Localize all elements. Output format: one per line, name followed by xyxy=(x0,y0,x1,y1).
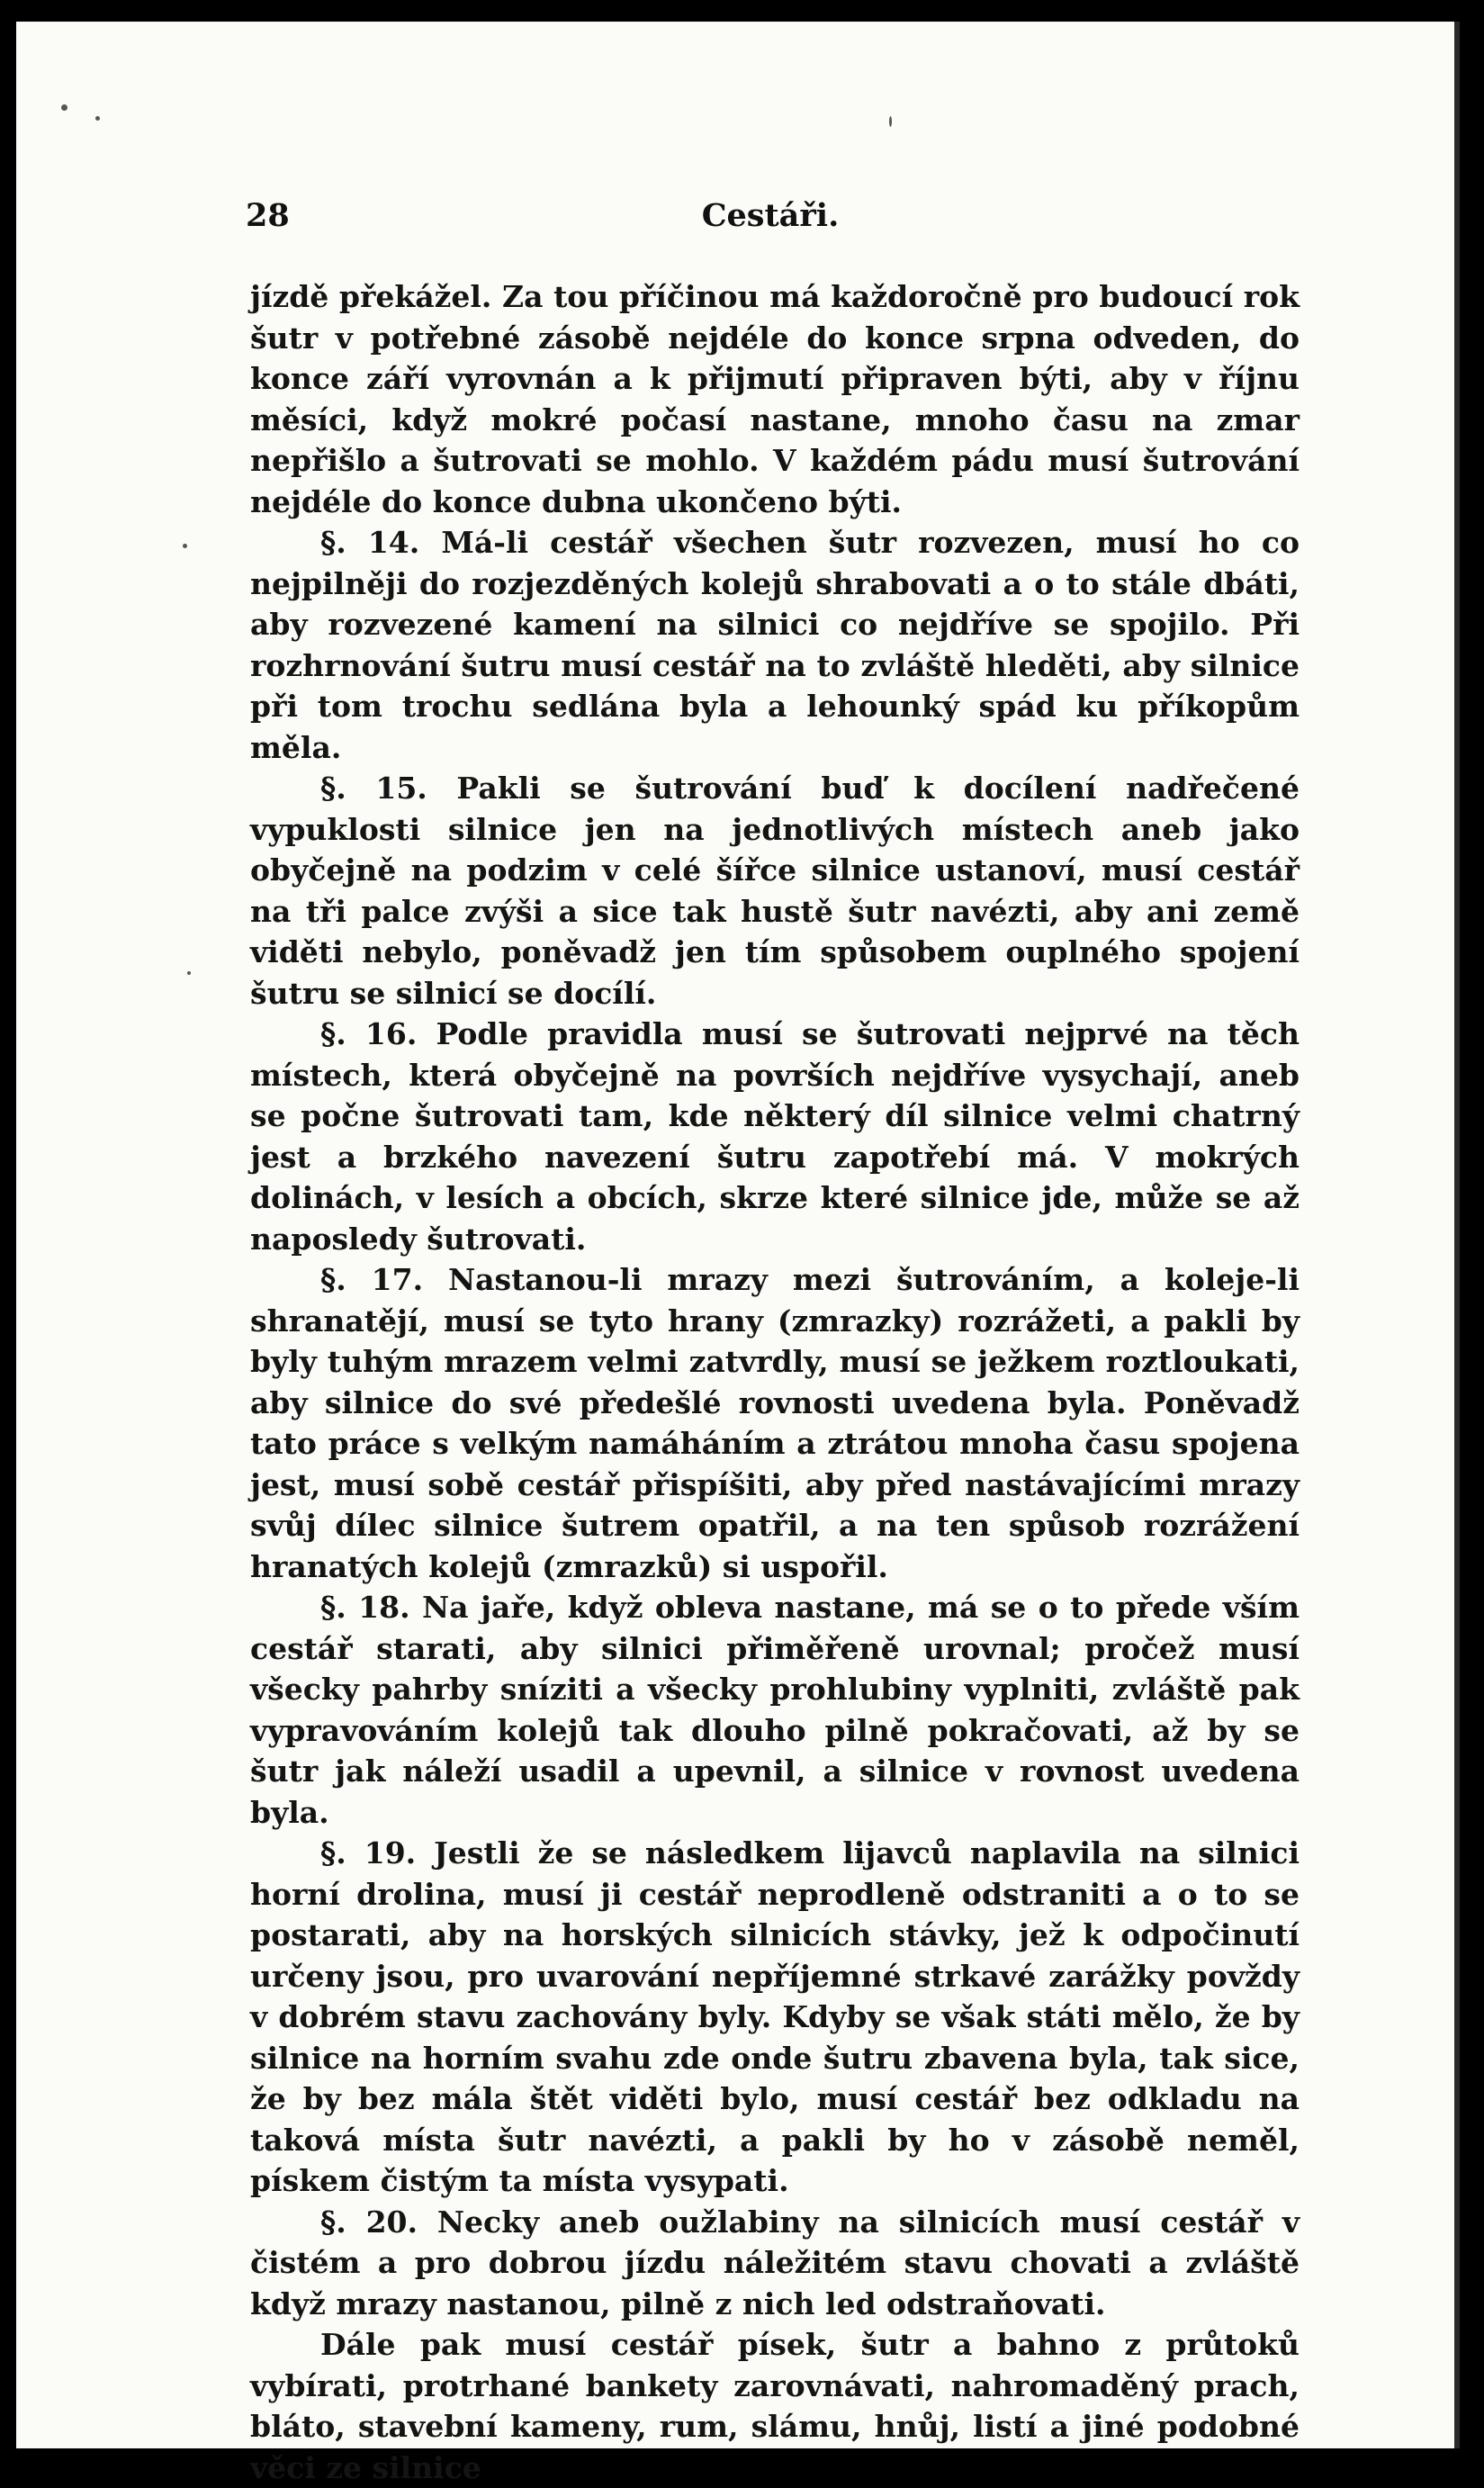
page-header xyxy=(246,197,1295,251)
paragraph-section-18: §. 18. Na jaře, když obleva nastane, má se o to přede vším cestář starati, aby silnici přiměřeně urovnal; pročež musí všecky pahrby sníziti a všecky prohlubiny vyplniti, zvláště pak vypravováním kolejů tak dlouho pilně pokračovati, až by se šutr jak náleží usadil a upevnil, a silnice v rovnost uvedena byla. xyxy=(250,1590,1300,1830)
paragraph-section-17: §. 17. Nastanou-li mrazy mezi šutrováním, a koleje-li shranatějí, musí se tyto hrany (zmrazky) rozrážeti, a pakli by byly tuhým mrazem velmi zatvrdly, musí se ježkem roztloukati, aby silnice do své předešlé rovnosti uvedena byla. Poněvadž tato práce s velkým namáháním a ztrátou mnoha času spojena jest, musí sobě cestář přispíšiti, aby před nastávajícími mrazy svůj dílec silnice šutrem opatřil, a na ten spůsob rozrážení hranatých kolejů (zmrazků) si uspořil. xyxy=(250,1262,1300,1584)
paragraph-section-14: §. 14. Má-li cestář všechen šutr rozvezen, musí ho co nejpilněji do rozjezděných kolejů shrabovati a o to stále dbáti, aby rozvezené kamení na silnici co nejdříve se spojilo. Při rozhrnování šutru musí cestář na to zvláště hleděti, aby silnice při tom trochu sedlána byla a lehounký spád ku příkopům měla. xyxy=(250,525,1300,765)
scan-speck xyxy=(183,544,187,548)
scan-speck xyxy=(61,104,67,111)
paragraph-continuation: jízdě překážel. Za tou příčinou má každoročně pro budoucí rok šutr v potřebné zásobě nejdéle do konce srpna odveden, do konce září vyrovnán a k přijmutí připraven býti, aby v říjnu měsíci, když mokré počasí nastane, mnoho času na zmar nepřišlo a šutrovati se mohlo. V každém pádu musí šutrování nejdéle do konce dubna ukončeno býti. xyxy=(250,279,1300,519)
page-number: 28 xyxy=(246,197,290,234)
scan-speck xyxy=(95,116,100,121)
scan-speck xyxy=(889,116,892,127)
paragraph-closing: Dále pak musí cestář písek, šutr a bahno z průtoků vybírati, protrhané bankety zarovnávati, nahromaděný prach, bláto, stavební kameny, rum, slámu, hnůj, listí a jiné podobné věci ze silnice xyxy=(250,2327,1300,2485)
book-page xyxy=(16,22,1460,2485)
scan-speck xyxy=(187,971,191,975)
paragraph-section-15: §. 15. Pakli se šutrování buď k docílení nadřečené vypuklosti silnice jen na jednotlivých místech aneb jako obyčejně na podzim v celé šířce silnice ustanoví, musí cestář na tři palce zvýši a sice tak hustě šutr navézti, aby ani země viděti nebylo, poněvadž jen tím spůsobem ouplného spojení šutru se silnicí se docílí. xyxy=(250,771,1300,1011)
paragraph-section-16: §. 16. Podle pravidla musí se šutrovati nejprvé na těch místech, která obyčejně na površích nejdříve vysychají, aneb se počne šutrovati tam, kde některý díl silnice velmi chatrný jest a brzkého navezení šutru zapotřebí má. V mokrých dolinách, v lesích a obcích, skrze které silnice jde, může se až naposledy šutrovati. xyxy=(250,1016,1300,1257)
paragraph-section-20: §. 20. Necky aneb oužlabiny na silnicích musí cestář v čistém a pro dobrou jízdu náležitém stavu chovati a zvláště když mrazy nastanou, pilně z nich led odstraňovati. xyxy=(250,2204,1300,2321)
running-title: Cestáři. xyxy=(701,197,840,234)
paragraph-section-19: §. 19. Jestli že se následkem lijavců naplavila na silnici horní drolina, musí ji cestář neprodleně odstraniti a o to se postarati, aby na horských silnicích stávky, jež k odpočinutí určeny jsou, pro uvarování nepříjemné strkavé zarážky povždy v dobrém stavu zachovány byly. Kdyby se však státi mělo, že by silnice na horním svahu zde onde šutru zbavena byla, tak sice, že by bez mála štět viděti bylo, musí cestář bez odkladu na taková místa šutr navézti, a pakli by ho v zásobě neměl, pískem čistým ta místa vysypati. xyxy=(250,1835,1300,2198)
body-text xyxy=(250,276,1300,2488)
